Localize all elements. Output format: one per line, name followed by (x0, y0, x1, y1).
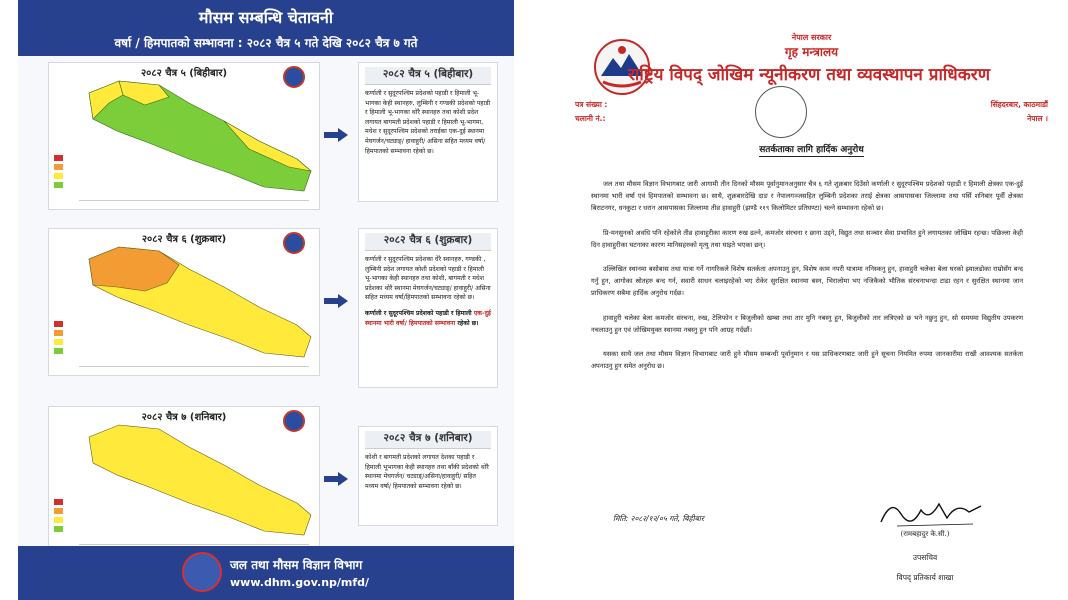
letter-reference (575, 98, 607, 126)
map-legend (54, 155, 94, 191)
map-region-yellow (89, 425, 311, 535)
address-location: सिंहदरबार, काठमाडौं (990, 100, 1048, 109)
authority-name: राष्ट्रिय विपद् जोखिम न्यूनीकरण तथा व्यवस्थापन प्राधिकरण (627, 65, 991, 85)
map-region-green (89, 81, 311, 191)
arrow-right-icon (324, 128, 348, 142)
address-country: नेपाल । (1027, 114, 1048, 123)
legend-yellow (54, 173, 63, 179)
paragraph: हावाहुरी चलेका बेला कमजोर संरचना, रुख, टेलिफोन र बिजुलीको खम्बा तथा तार मुनि नबस्नु हुन, बिजुलीको तार लत्रिएको छ भने नछुनु हुन, सो समयमा विद्युतीय उपकरण नचलाउनु हुन एवं जोखिमयुक्त स्थानमा नबस्नु हुन पनि आग्रह गर्दछौं। (591, 313, 1023, 334)
patra-sankhya: पत्र संख्या : (575, 100, 608, 109)
legend-green (54, 182, 63, 188)
desc-title: २०८२ चैत्र ६ (शुक्रबार) (365, 233, 491, 251)
gov-label: नेपाल सरकार (791, 33, 832, 42)
paragraph: यसका साथै जल तथा मौसम विज्ञान विभागबाट जारी हुने मौसम सम्बन्धी पूर्वानुमान र यस प्राधिकरणबाट जारी हुने सूचना नियमित रुपमा जानकारीमा राखी आवश्यक सतर्कता अपनाउनु हुन समेत अनुरोध छ। (591, 350, 1023, 371)
map-axis (79, 366, 309, 372)
bulletin-footer (18, 546, 514, 600)
legend-yellow (54, 517, 63, 523)
signer-office: विपद् प्रतिकार्य शाखा (896, 573, 954, 582)
legend-orange (54, 330, 63, 336)
map-title: २०८२ चैत्र ६ (शुक्रबार) (141, 234, 227, 245)
legend-orange (54, 508, 63, 514)
warn-prefix: कर्णाली र सुदूरपश्चिम प्रदेशको पहाडी र हिमाली (365, 309, 474, 317)
warn-suffix: रहेको छ। (455, 319, 479, 327)
desc-text: कर्णाली र सुदूरपश्चिम प्रदेशको पहाडी र हिमाली भू-भागका केही स्थानहरु, लुम्बिनी र गण्डकी प्रदेशको पहाडी र हिमाली भू-भागका थोरै स्थानहरु तथा कोशी प्रदेश लगायत बागमती प्रदेशको पहाडी र हिमाली भू-भागमा, मधेश र सुदूरपश्चिम प्रदेशको तराईका एक-दुई स्थानमा मेघगर्जन/चट्याङ्/ हावाहुरी/ असिना सहित मध्यम वर्षा/हिमपातको सम्भावना रहेको छ। (365, 90, 491, 155)
warn-red: एक-दुई स्थानमा भारी वर्षा/ हिमपातको सम्भावना (365, 309, 491, 327)
paragraph: प्रि-मनसुनको अवधि पनि रहेकोले तीव्र हावाहुरीका कारण रुख ढल्ने, कमजोर संरचना र छाना उड्ने, विद्युत तथा सञ्चार सेवा प्रभावित हुने लगायतका जोखिम रहन्छ। पछिल्ला केही दिन हावाहुरीका घटनाका कारण मानिसहरुको मृत्यु तथा घाइते भएका छन्। (591, 228, 1023, 249)
department-name: जल तथा मौसम विज्ञान विभाग (230, 558, 363, 572)
forecast-map-day3 (48, 406, 320, 554)
weather-bulletin (18, 0, 514, 600)
forecast-desc-day3 (358, 426, 498, 526)
map-legend (54, 499, 94, 535)
legend-green (54, 348, 63, 354)
forecast-map-day2 (48, 228, 320, 376)
chalani-number: चलानी नं.: (575, 114, 606, 123)
handwritten-signature (877, 492, 987, 530)
arrow-right-icon (324, 294, 348, 308)
bulletin-body (18, 56, 514, 546)
legend-red (54, 155, 63, 161)
letter-address (991, 98, 1048, 126)
letter-date: मिति: २०८२/१२/०५ गते, बिहीबार (613, 514, 704, 523)
map-legend (54, 321, 94, 357)
paragraph: उल्लिखित स्थानमा बसोबास तथा यात्रा गर्ने नागरिकले विशेष सतर्कता अपनाउनु हुन, विशेष काम नपरी यात्रामा ननिस्कनु हुन, हावाहुरी चलेका बेला घरको झ्यालढोका राम्रोसँग बन्द गर्नु हुन, आगोका स्रोतहरु बन्द गर्न, सवारी साधन चलाइरहेको भए रोकेर सुरक्षित स्थानमा बस्न, भिरालोमा भए नजिकैको भौतिक संरचनाभन्दा टाढा रहन र सुरक्षित स्थानमा जान प्राधिकरण सबैमा हार्दिक अनुरोध गर्दछ। (591, 265, 1023, 298)
bulletin-header (18, 0, 514, 56)
legend-red (54, 321, 63, 327)
legend-green (54, 526, 63, 532)
ministry-label: गृह मन्त्रालय (784, 45, 839, 59)
legend-red (54, 499, 63, 505)
letter-subject: सतर्कताका लागि हार्दिक अनुरोध (759, 145, 864, 155)
official-letter (555, 0, 1068, 600)
department-url[interactable]: www.dhm.gov.np/mfd/ (230, 576, 370, 589)
arrow-right-icon (324, 472, 348, 486)
signer-name: (रामबहादुर के.सी.) (900, 530, 950, 538)
map-title: २०८२ चैत्र ५ (बिहीबार) (140, 68, 228, 79)
forecast-desc-day1 (358, 62, 498, 202)
bulletin-title: मौसम सम्बन्धि चेतावनी (198, 8, 334, 27)
official-seal-icon (755, 86, 807, 138)
legend-yellow (54, 339, 63, 345)
letter-body (591, 178, 1023, 384)
desc-title: २०८२ चैत्र ५ (बिहीबार) (365, 67, 491, 85)
legend-orange (54, 164, 63, 170)
desc-text: कोशी र बागमती प्रदेशको लगायत देशका पहाडी र हिमाली भूभागका केही स्थानहरु तथा बाँकी प्रदेशको थोरै स्थानमा मेघगर्जन/ चट्याङ्/असिना/हावाहुरी/ सहित मध्यम वर्षा/ हिमपातको सम्भावना रहेको छ। (365, 454, 489, 490)
desc-title: २०८२ चैत्र ७ (शनिबार) (365, 431, 491, 449)
signer-title: उपसचिव (912, 553, 938, 562)
map-axis (79, 200, 309, 206)
desc-warning (365, 309, 491, 328)
forecast-desc-day2 (358, 228, 498, 388)
map-title: २०८२ चैत्र ७ (शनिबार) (141, 412, 227, 423)
paragraph: जल तथा मौसम विज्ञान विभागबाट जारी आगामी तीन दिनको मौसम पूर्वानुमानअनुसार चैत्र ६ गते शुक्रबार दिउँसो कर्णाली र सुदूरपश्चिम प्रदेशको पहाडी र हिमाली क्षेत्रका एक-दुई स्थानमा भारी वर्षा एवं हिमपातको सम्भावना छ। साथै, शुक्रबारदेखि दाङ र नेपालगञ्जसहित लुम्बिनी प्रदेशका तराई क्षेत्रका आसपासका जिल्लामा तथा पर्सि शनिबार पूर्वी क्षेत्रका बिराटनगर, धनकुटा र धरान आसपासका जिल्लामा तीव्र हावाहुरी (झण्डै ११९ किलोमिटर प्रतिघण्टा) चल्ने सम्भावना रहेको छ। (591, 180, 1023, 213)
bulletin-subtitle: वर्षा / हिमपातको सम्भावना : २०८२ चैत्र ५ गते देखि २०८२ चैत्र ७ गते (114, 36, 418, 50)
desc-text: कर्णाली र सुदूरपश्चिम प्रदेशका धेरै स्थानहरु, गण्डकी , लुम्बिनी प्रदेश लगायत कोशी प्रदेशको पहाडी र हिमाली भू-भागका केही स्थानहरु तथा कोशी, बागमती र मधेश प्रदेशका थोरै स्थानमा मेघगर्जन/चट्याङ्/ हावाहुरी/ असिना सहित मध्यम वर्षा/हिमपातको सम्भावना रहेको छ। (365, 256, 491, 302)
forecast-map-day1 (48, 62, 320, 210)
dhm-logo-icon (182, 552, 222, 592)
